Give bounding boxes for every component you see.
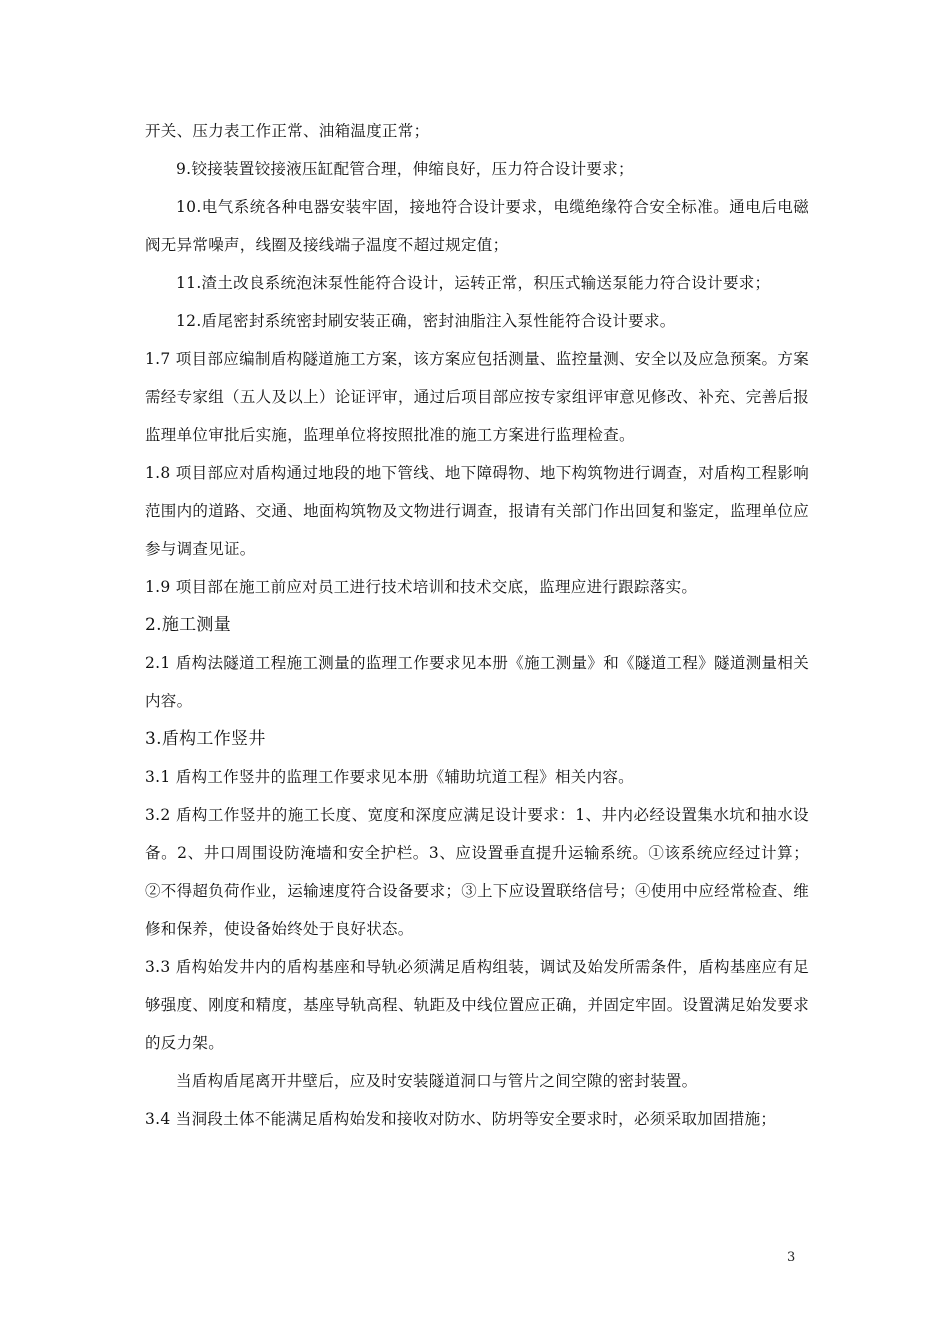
paragraph-item-9: 9.铰接装置铰接液压缸配管合理，伸缩良好，压力符合设计要求； (176, 160, 634, 178)
paragraph-3-2: 3.2 盾构工作竖井的施工长度、宽度和深度应满足设计要求：1、井内必经设置集水坑和抽水设备。2、井口周围设防淹墙和安全护栏。3、应设置垂直提升运输系统。①该系统应经过计算；②不得超负荷作业，运输速度符合设备要求；③上下应设置联络信号；④使用中应经常检查、维修和保养，使设备始终处于良好状态。 (145, 806, 809, 938)
paragraph-item-11: 11.渣土改良系统泡沫泵性能符合设计，运转正常，积压式输送泵能力符合设计要求； (176, 274, 771, 292)
section-heading-2: 2.施工测量 (145, 615, 232, 635)
paragraph-3-4: 3.4 当洞段土体不能满足盾构始发和接收对防水、防坍等安全要求时，必须采取加固措施； (145, 1110, 777, 1128)
paragraph-1-9: 1.9 项目部在施工前应对员工进行技术培训和技术交底，监理应进行跟踪落实。 (145, 578, 698, 596)
paragraph-item-12: 12.盾尾密封系统密封刷安装正确，密封油脂注入泵性能符合设计要求。 (176, 312, 676, 330)
paragraph-3-3-note: 当盾构盾尾离开井壁后，应及时安装隧道洞口与管片之间空隙的密封装置。 (176, 1072, 698, 1090)
document-body (145, 112, 809, 1138)
paragraph-3-3: 3.3 盾构始发井内的盾构基座和导轨必须满足盾构组装，调试及始发所需条件，盾构基座应有足够强度、刚度和精度，基座导轨高程、轨距及中线位置应正确，并固定牢固。设置满足始发要求的反力架。 (145, 958, 809, 1052)
paragraph-1-7: 1.7 项目部应编制盾构隧道施工方案，该方案应包括测量、监控量测、安全以及应急预案。方案需经专家组（五人及以上）论证评审，通过后项目部应按专家组评审意见修改、补充、完善后报监理单位审批后实施，监理单位将按照批准的施工方案进行监理检查。 (145, 350, 809, 444)
paragraph-item-10: 10.电气系统各种电器安装牢固，接地符合设计要求，电缆绝缘符合安全标准。通电后电磁阀无异常噪声，线圈及接线端子温度不超过规定值； (145, 198, 809, 254)
paragraph-continuation: 开关、压力表工作正常、油箱温度正常； (145, 122, 430, 140)
page-number: 3 (787, 1250, 796, 1265)
paragraph-1-8: 1.8 项目部应对盾构通过地段的地下管线、地下障碍物、地下构筑物进行调查，对盾构工程影响范围内的道路、交通、地面构筑物及文物进行调查，报请有关部门作出回复和鉴定，监理单位应参与调查见证。 (145, 464, 809, 558)
paragraph-2-1: 2.1 盾构法隧道工程施工测量的监理工作要求见本册《施工测量》和《隧道工程》隧道测量相关内容。 (145, 654, 809, 710)
paragraph-3-1: 3.1 盾构工作竖井的监理工作要求见本册《辅助坑道工程》相关内容。 (145, 768, 634, 786)
section-heading-3: 3.盾构工作竖井 (145, 729, 266, 749)
